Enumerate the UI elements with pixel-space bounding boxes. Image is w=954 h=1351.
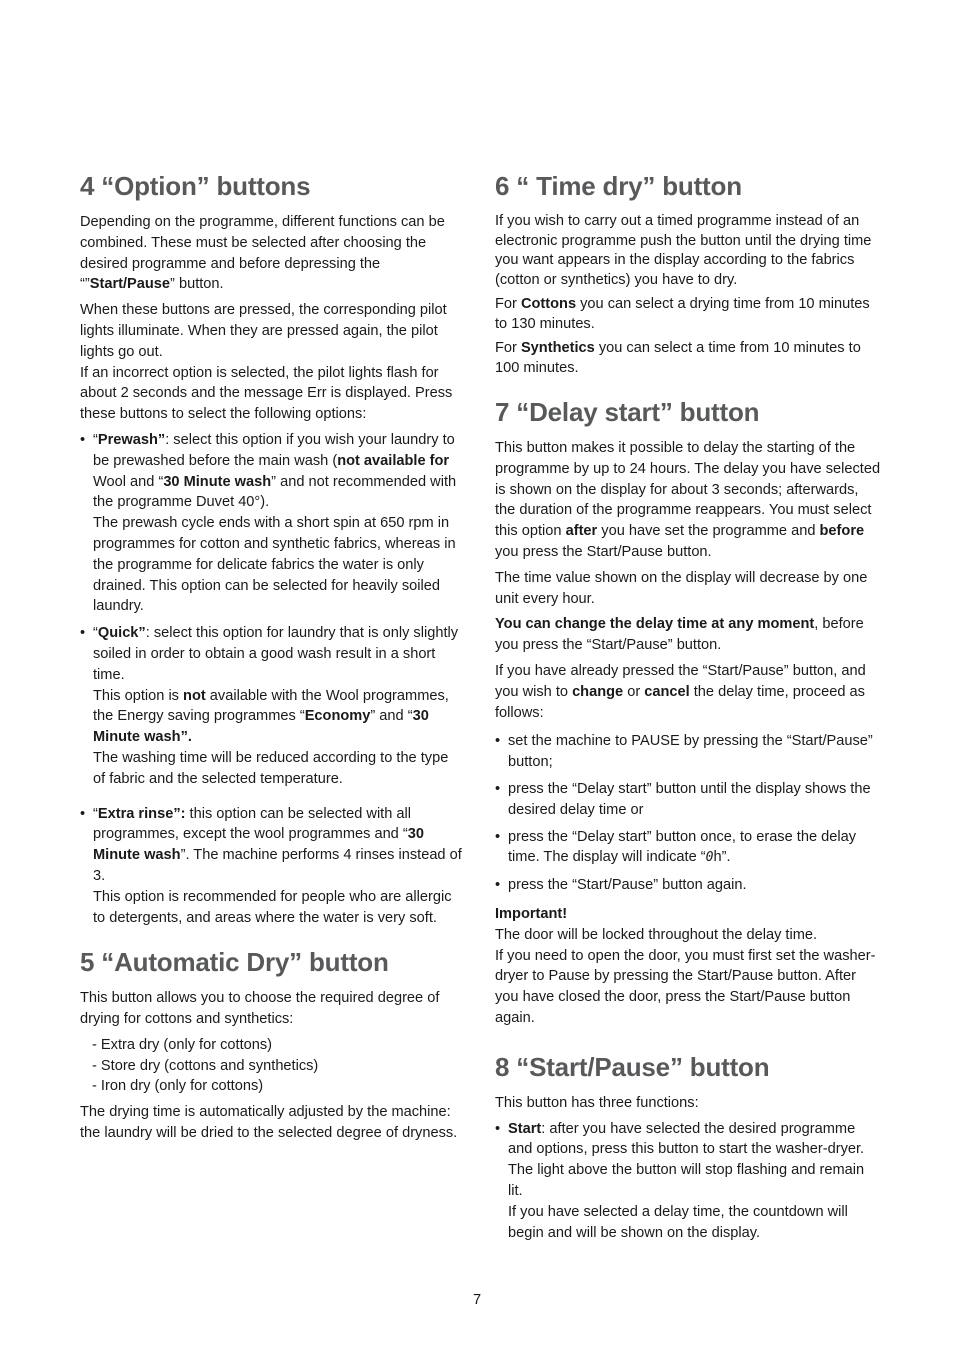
option-quick: • “Quick”: select this option for laundry that is only slightly soiled in order to obtain a good wash result in a short time. This option is not available with the Wool programmes, the Energy saving programmes “Economy” and “30 Minute wash”. The washing time will be reduced according to the type of fabric and the selected temperature. [80,623,462,789]
list-item: - Store dry (cottons and synthetics) [92,1057,319,1074]
section-6-synthetics: For Synthetics you can select a time from 10 minutes to 100 minutes. [495,340,861,376]
section-5-intro: This button allows you to choose the required degree of drying for cottons and synthetics: [80,990,440,1028]
section-7-already-pressed: If you have already pressed the “Start/Pause” button, and you wish to change or cancel the delay time, proceed as follows: [495,662,866,721]
left-column [80,170,462,1149]
section-7-title: 7 “Delay start” button [495,397,760,427]
start-function: • Start: after you have selected the desired programme and options, press this button to start the washer-dryer. The light above the button will stop flashing and remain lit. If you have selected a delay time, the countdown will begin and will be shown on the display. [495,1119,881,1244]
section-8-title: 8 “Start/Pause” button [495,1051,770,1082]
section-7-change: You can change the delay time at any moment, before you press the “Start/Pause” button. [495,616,864,654]
section-6-title: 6 “ Time dry” button [495,171,742,201]
display-digit: 0 [705,850,714,866]
delay-step-4: • press the “Start/Pause” button again. [495,875,881,896]
option-prewash: • “Prewash”: select this option if you wish your laundry to be prewashed before the main wash (not available for Wool and “30 Minute wash” and not recommended with the programme Duvet 40°). The prewash cycle ends with a short spin at 650 rpm in programmes for cotton and synthetic fabrics, whereas in the programme for delicate fabrics the water is only drained. This option can be selected for heavily soiled laundry. [80,430,462,617]
section-6-cottons: For Cottons you can select a drying time from 10 minutes to 130 minutes. [495,296,870,332]
option-extra-rinse: • “Extra rinse”: this option can be selected with all programmes, except the wool programmes and “30 Minute wash”. The machine performs 4 rinses instead of 3. This option is recommended for people who are allergic to detergents, and areas where the water is very soft. [80,804,462,929]
section-4-incorrect-option: If an incorrect option is selected, the pilot lights flash for about 2 seconds and the message Err is displayed. Press these buttons to select the following options: [80,364,453,423]
section-4-pilot-lights: When these buttons are pressed, the corresponding pilot lights illuminate. When they are pressed again, the pilot lights go out. [80,302,447,360]
section-6-intro: If you wish to carry out a timed programme instead of an electronic programme push the button until the drying time you want appears in the display according to the fabrics (cotton or synthetics) you have to dry. [495,213,872,288]
section-5-title: 5 “Automatic Dry” button [80,947,389,978]
section-7-intro: This button makes it possible to delay the starting of the programme by up to 24 hours. The delay you have selected is shown on the display for about 3 seconds; afterwards, the duration of the programme reappears. You must select this option after you have set the programme and before you press the Start/Pause button. [495,440,881,560]
delay-step-1: • set the machine to PAUSE by pressing the “Start/Pause” button; [495,731,881,773]
section-4-title: 4 “Option” buttons [80,171,311,201]
section-5-outro: The drying time is automatically adjusted by the machine: the laundry will be dried to the selected degree of dryness. [80,1104,458,1142]
delay-step-2: • press the “Delay start” button until the display shows the desired delay time or [495,779,881,821]
important-open-door: If you need to open the door, you must first set the washer-dryer to Pause by pressing the Start/Pause button. After you have closed the door, press the Start/Pause button again. [495,947,876,1026]
important-door-locked: The door will be locked throughout the delay time. [495,926,818,943]
delay-step-3: • press the “Delay start” button once, to erase the delay time. The display will indicate “0h”. [495,827,881,870]
list-item: - Extra dry (only for cottons) [92,1036,273,1053]
page-number: 7 [472,1292,482,1308]
section-8-intro: This button has three functions: [495,1094,699,1111]
section-4-intro: Depending on the programme, different functions can be combined. These must be selected after choosing the desired programme and before depressing the “”Start/Pause” button. [80,214,445,293]
section-7-decrease: The time value shown on the display will decrease by one unit every hour. [495,569,868,607]
important-heading: Important! [495,905,568,922]
dryness-list [80,1035,462,1097]
right-column [495,170,881,1249]
list-item: - Iron dry (only for cottons) [92,1078,264,1095]
